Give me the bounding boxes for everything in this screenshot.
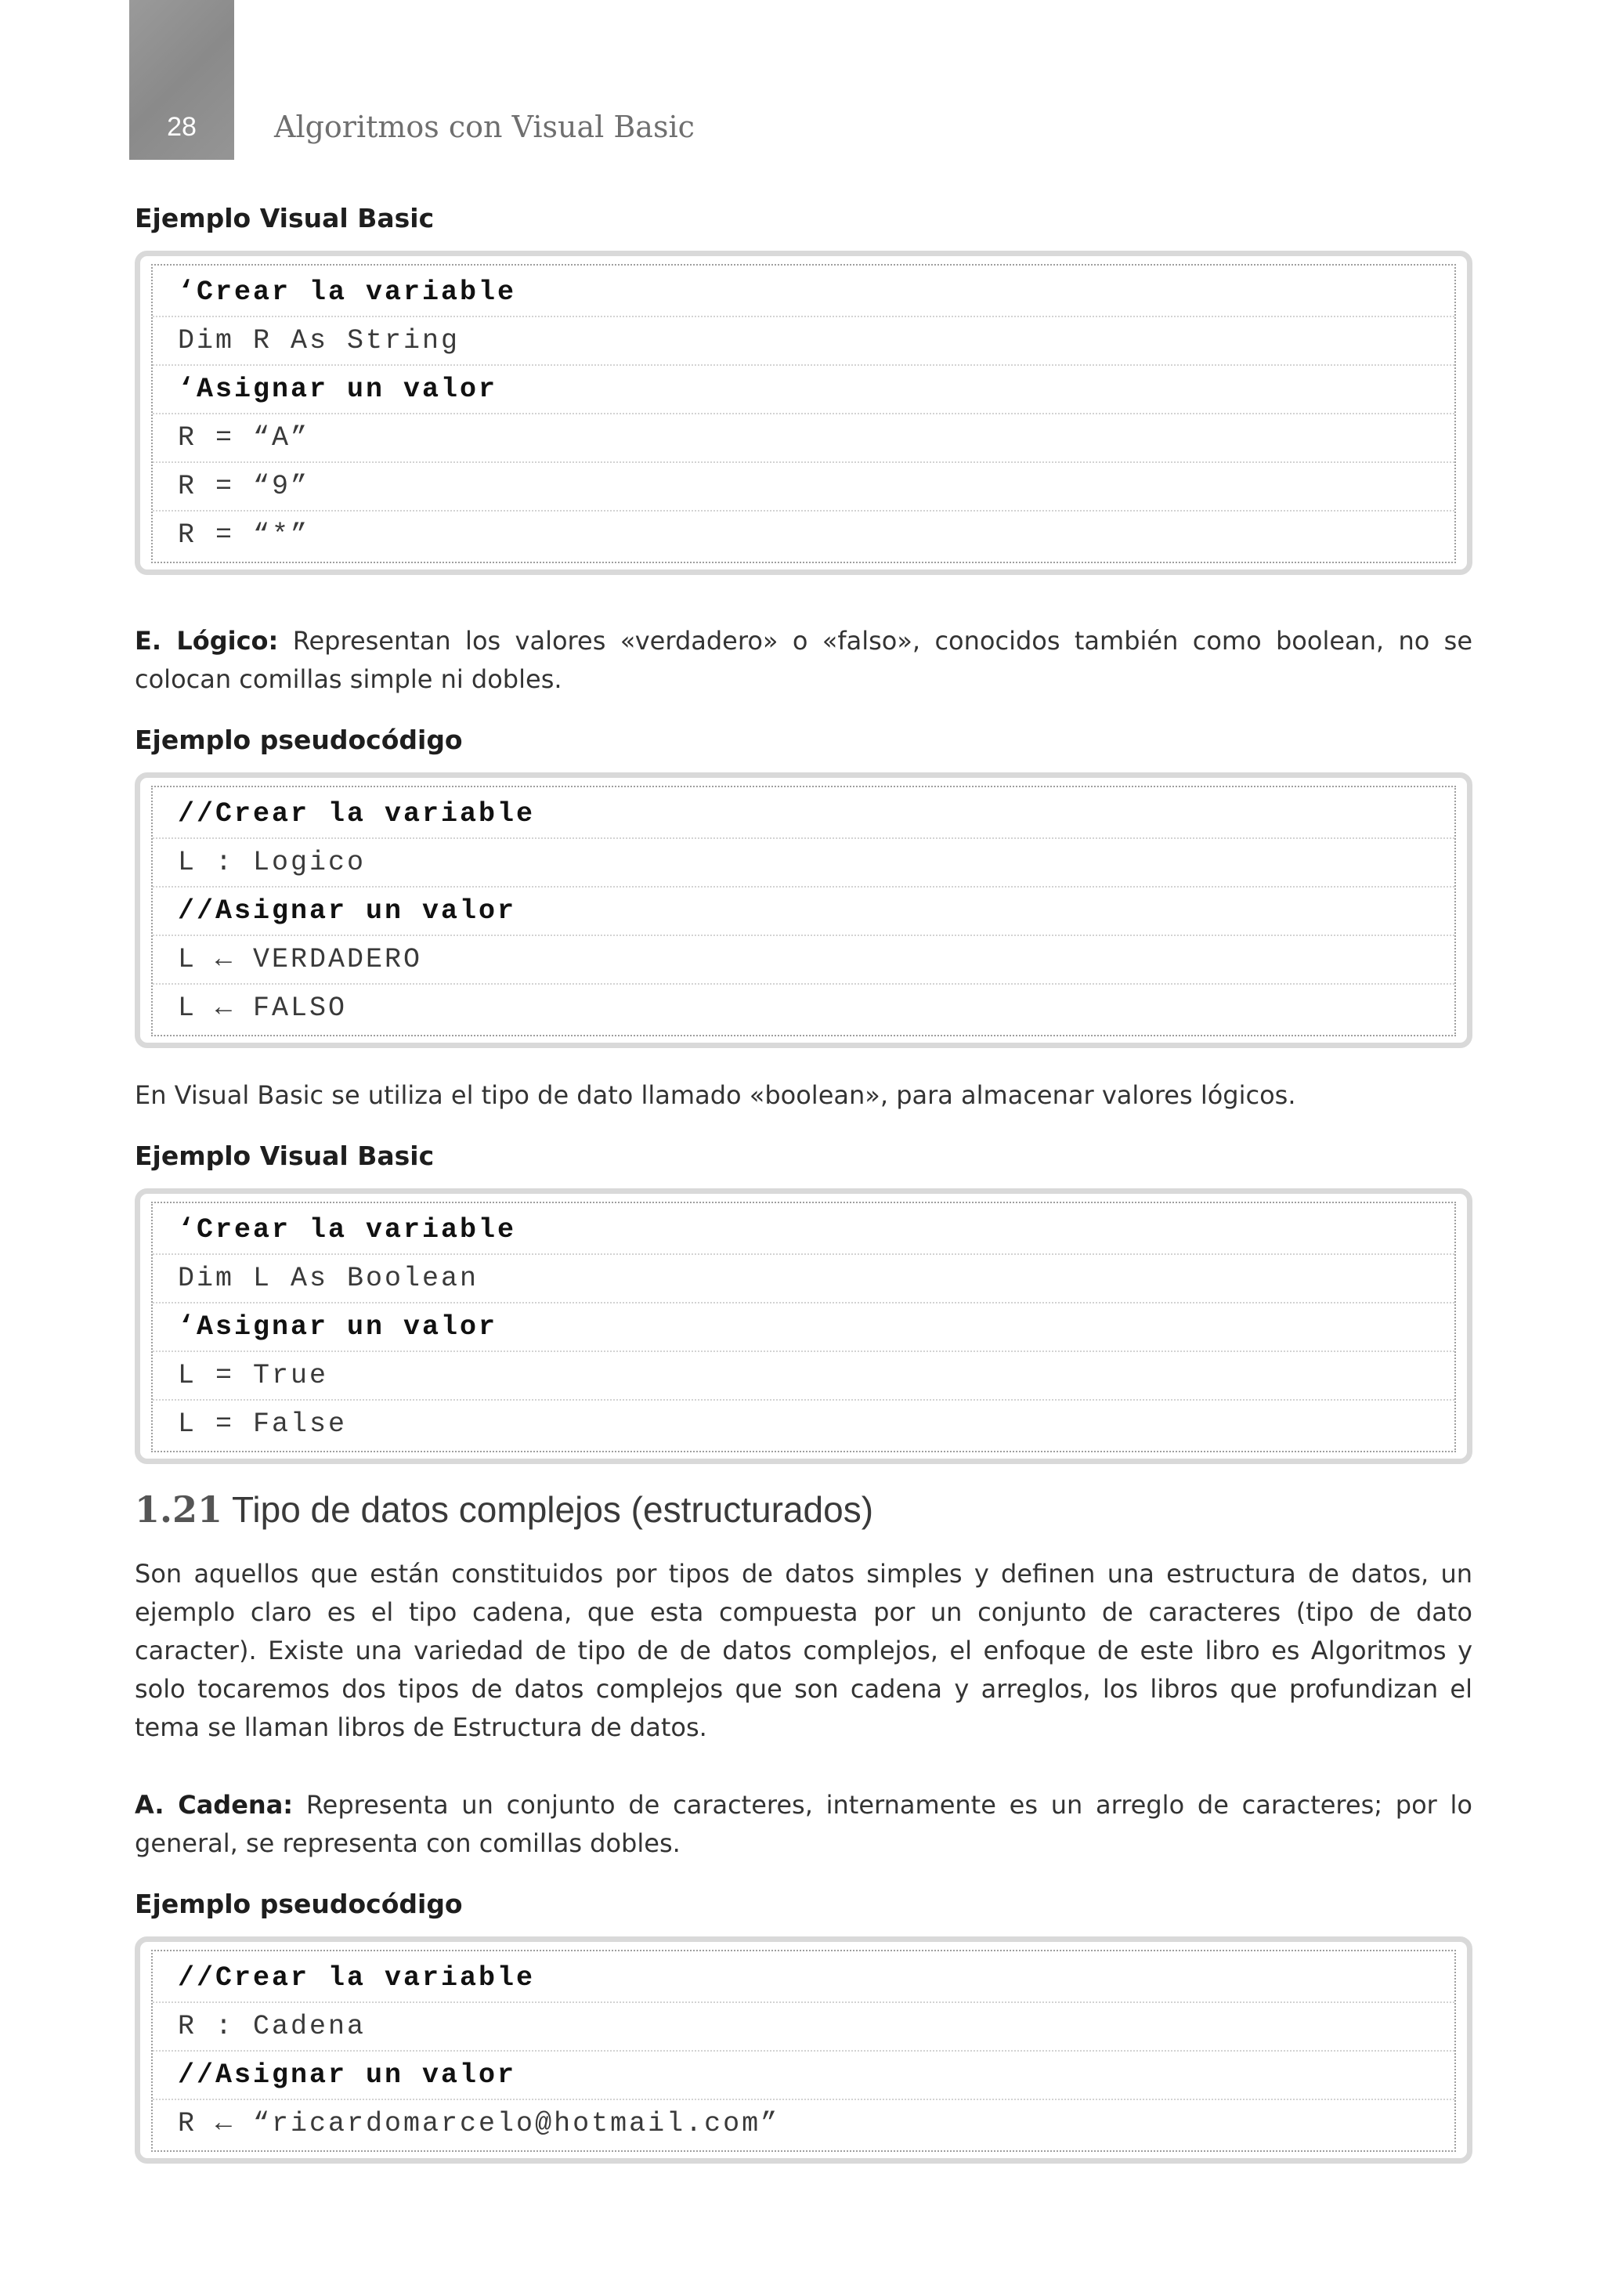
code-line: L = False (178, 1408, 348, 1440)
code-line: L ← FALSO (178, 993, 348, 1024)
code-block-inner (151, 786, 1456, 1036)
paragraph-complex-types: Son aquellos que están constituidos por tipos de datos simples y definen una estructura de datos, un ejemplo claro es el tipo cadena, que esta compuesta por un conjunto de caracteres (tipo de dato caracter). Existe una variedad de tipo de de datos complejos, el enfoque de este libro es Algoritmos y solo tocaremos dos tipos de datos complejos que son cadena y arreglos, los libros que profundizan el tema se llaman libros de Estructura de datos. (135, 1559, 1472, 1742)
code-block-vb-string (135, 251, 1472, 575)
code-line: R = “9” (153, 463, 1454, 512)
code-line: Dim R As String (153, 317, 1454, 366)
example-label: Ejemplo Visual Basic (135, 203, 435, 233)
section-number: 1.21 (135, 1488, 223, 1531)
page-number-tab (129, 0, 234, 160)
code-comment: ‘Crear la variable (153, 1206, 1454, 1255)
code-comment: //Crear la variable (153, 1954, 1454, 2003)
term-cadena: A. Cadena: (135, 1790, 294, 1820)
code-comment: ‘Asignar un valor (153, 1303, 1454, 1352)
section-heading (135, 1488, 1472, 1531)
code-line: R = “A” (153, 414, 1454, 463)
example-label: Ejemplo pseudocódigo (135, 1889, 463, 1919)
code-comment: //Asignar un valor (153, 2052, 1454, 2100)
code-line: Dim L As Boolean (153, 1255, 1454, 1303)
example-label: Ejemplo pseudocódigo (135, 725, 463, 755)
code-block-inner (151, 1950, 1456, 2152)
code-comment: ‘Asignar un valor (153, 366, 1454, 414)
code-line: L : Logico (153, 839, 1454, 888)
example-label: Ejemplo Visual Basic (135, 1141, 435, 1171)
paragraph-text: Representan los valores «verdadero» o «falso», conocidos también como boolean, no se colocan comillas simple ni dobles. (135, 626, 1473, 694)
page-number: 28 (167, 112, 197, 142)
code-line: R = “*” (178, 519, 310, 551)
code-comment: ‘Crear la variable (153, 269, 1454, 317)
code-block-pseudo-cadena (135, 1936, 1472, 2164)
code-line: R : Cadena (153, 2003, 1454, 2052)
paragraph-logico (135, 622, 1472, 699)
code-line: R ← “ricardomarcelo@hotmail.com” (178, 2108, 780, 2139)
code-block-inner (151, 1202, 1456, 1452)
section-title: Tipo de datos complejos (estructurados) (222, 1489, 874, 1530)
paragraph-boolean-note: En Visual Basic se utiliza el tipo de dato llamado «boolean», para almacenar valores lógicos. (135, 1080, 1296, 1110)
code-line: L ← VERDADERO (153, 936, 1454, 985)
running-header-title: Algoritmos con Visual Basic (274, 110, 695, 144)
code-comment: //Crear la variable (153, 790, 1454, 839)
paragraph-cadena (135, 1786, 1472, 1863)
code-line: L = True (153, 1352, 1454, 1401)
code-block-vb-boolean (135, 1188, 1472, 1464)
code-block-inner (151, 264, 1456, 563)
code-comment: //Asignar un valor (153, 888, 1454, 936)
paragraph-text: Representa un conjunto de caracteres, internamente es un arreglo de caracteres; por lo general, se representa con comillas dobles. (135, 1790, 1473, 1858)
term-logico: E. Lógico: (135, 626, 279, 656)
code-block-pseudo-logico (135, 772, 1472, 1048)
page-content (135, 201, 1472, 2164)
